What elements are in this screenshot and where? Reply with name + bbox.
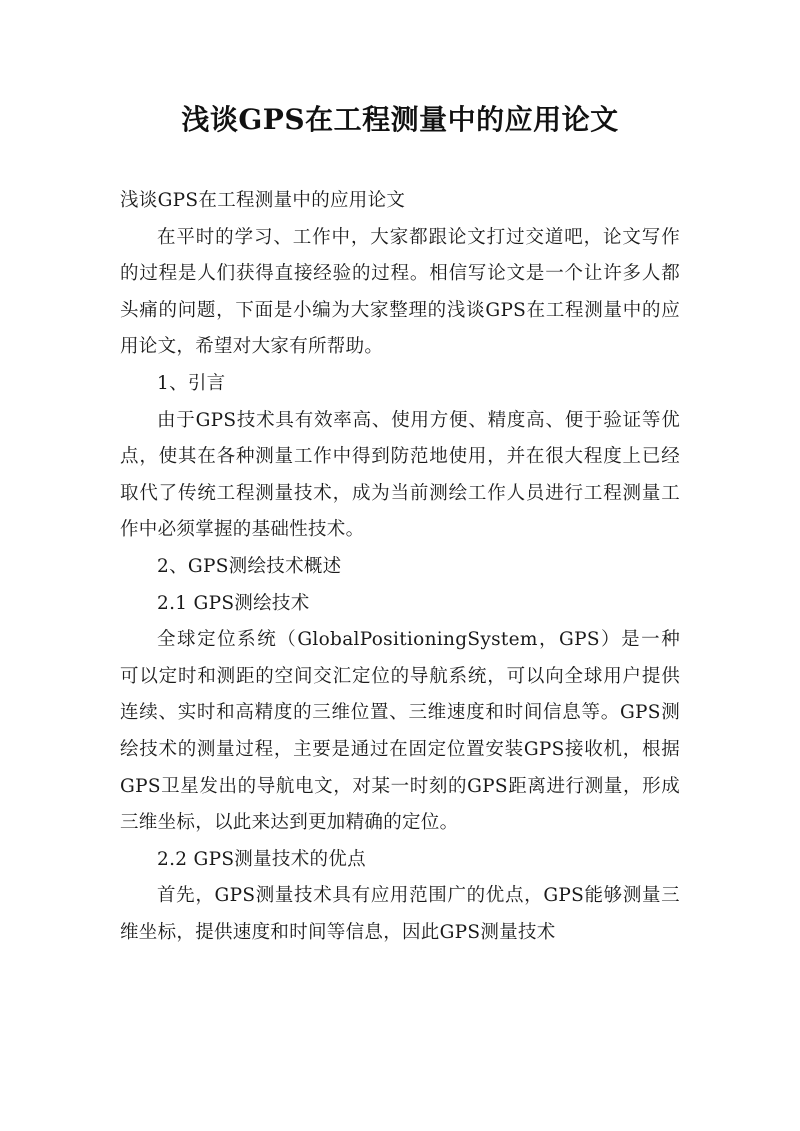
paragraph-intro: 在平时的学习、工作中，大家都跟论文打过交道吧，论文写作的过程是人们获得直接经验的过程。相信写论文是一个让许多人都头痛的问题，下面是小编为大家整理的浅谈GPS在工程测量中的应用论文，希望对大家有所帮助。 <box>120 226 680 358</box>
subtitle-line: 浅谈GPS在工程测量中的应用论文 <box>120 190 406 211</box>
paragraph-gps-system: 全球定位系统（GlobalPositioningSystem，GPS）是一种可以定时和测距的空间交汇定位的导航系统，可以向全球用户提供连续、实时和高精度的三维位置、三维速度和时间信息等。GPS测绘技术的测量过程，主要是通过在固定位置安装GPS接收机，根据GPS卫星发出的导航电文，对某一时刻的GPS距离进行测量，形成三维坐标，以此来达到更加精确的定位。 <box>120 629 680 834</box>
section-heading-overview: 2、GPS测绘技术概述 <box>157 555 342 577</box>
paragraph-introduction: 由于GPS技术具有效率高、使用方便、精度高、便于验证等优点，使其在各种测量工作中得到防范地使用，并在很大程度上已经取代了传统工程测量技术，成为当前测绘工作人员进行工程测量工作中必须掌握的基础性技术。 <box>120 409 680 541</box>
section-heading-introduction: 1、引言 <box>157 372 226 394</box>
subsection-heading-2-1: 2.1 GPS测绘技术 <box>157 592 310 614</box>
paragraph-advantages: 首先，GPS测量技术具有应用范围广的优点，GPS能够测量三维坐标，提供速度和时间等信息，因此GPS测量技术 <box>120 885 680 943</box>
document-title: 浅谈GPS在工程测量中的应用论文 <box>181 103 619 136</box>
document-body <box>120 183 680 951</box>
subsection-heading-2-2: 2.2 GPS测量技术的优点 <box>157 848 366 870</box>
